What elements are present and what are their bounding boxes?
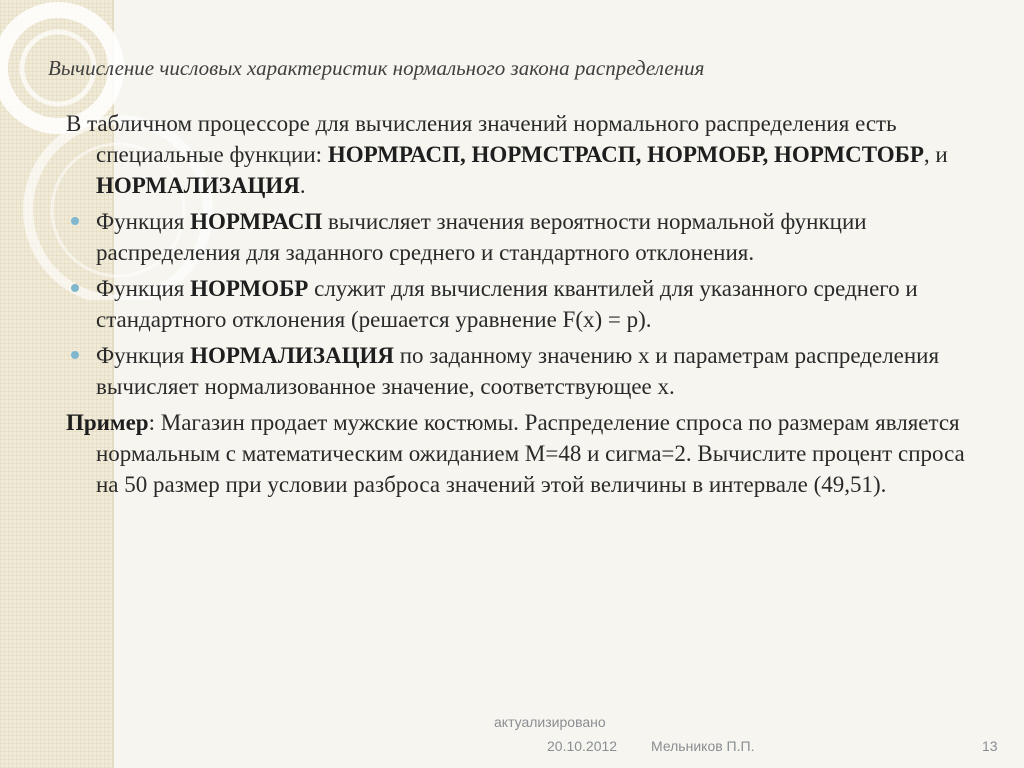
- bullet-item-normrasp: [66, 206, 966, 268]
- example-paragraph: [66, 407, 966, 500]
- intro-text-1: В табличном процессоре для вычисления значений нормального распределения есть специальные функции:: [66, 111, 897, 167]
- bullet-function-name: НОРМРАСП: [190, 209, 323, 234]
- intro-paragraph: [66, 108, 966, 201]
- bullet-prefix: Функция: [96, 276, 191, 301]
- bullet-prefix: Функция: [96, 343, 191, 368]
- bullet-description: вычисляет значения вероятности нормальной функции распределения для заданного среднего и стандартного отклонения.: [96, 209, 867, 265]
- example-text: : Магазин продает мужские костюмы. Распределение спроса по размерам является нормальным с математическим ожиданием М=48 и сигма=2. Вычислите процент спроса на 50 размер при условии разброса значений этой величины в интервале (49,51).: [96, 410, 965, 497]
- intro-text-2: , и: [923, 142, 948, 167]
- example-label: Пример: [66, 410, 149, 435]
- bullet-dot-icon: [71, 217, 79, 225]
- footer-date: 20.10.2012: [547, 738, 618, 754]
- bullet-prefix: Функция: [96, 209, 191, 234]
- bullet-function-name: НОРМОБР: [190, 276, 309, 301]
- footer-author: Мельников П.П.: [651, 738, 755, 754]
- slide-title: Вычисление числовых характеристик нормального закона распределения: [48, 56, 705, 80]
- bullet-item-normalizaciya: [66, 340, 966, 402]
- bullet-function-name: НОРМАЛИЗАЦИЯ: [190, 343, 394, 368]
- bullet-item-normobr: [66, 273, 966, 335]
- footer-page-number: 13: [982, 738, 998, 754]
- bullet-dot-icon: [71, 351, 79, 359]
- intro-functions-list: НОРМРАСП, НОРМСТРАСП, НОРМОБР, НОРМСТОБР: [327, 142, 924, 167]
- bullet-dot-icon: [71, 284, 79, 292]
- footer-updated-label: актуализировано: [494, 714, 606, 730]
- slide-content: [66, 108, 966, 505]
- intro-text-3: .: [299, 173, 306, 198]
- intro-function-normalize: НОРМАЛИЗАЦИЯ: [96, 173, 300, 198]
- bullet-description: служит для вычисления квантилей для указанного среднего и стандартного отклонения (решается уравнение F(x) = p).: [96, 276, 918, 332]
- bullet-description: по заданному значению x и параметрам распределения вычисляет нормализованное значение, соответствующее x.: [96, 343, 940, 399]
